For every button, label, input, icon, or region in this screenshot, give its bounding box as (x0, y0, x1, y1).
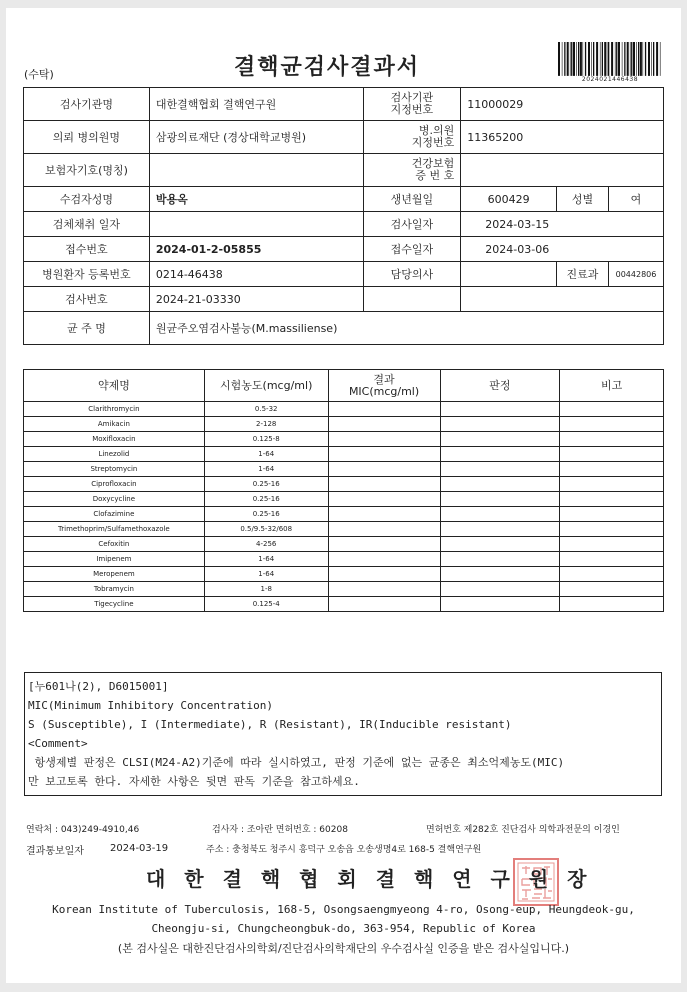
value-receipt-no: 2024-01-2-05855 (149, 237, 363, 262)
interpretation (440, 417, 560, 432)
drug-name: Meropenem (24, 567, 205, 582)
test-concentration: 0.25-16 (204, 477, 328, 492)
drug-name: Clofazimine (24, 507, 205, 522)
mic-result (328, 462, 440, 477)
barcode-bar (588, 42, 590, 76)
header-remarks: 비고 (560, 370, 664, 402)
drug-row (24, 582, 664, 597)
test-concentration: 4-256 (204, 537, 328, 552)
mic-result (328, 522, 440, 537)
comment-code: [누601나(2), D6015001] (28, 680, 169, 693)
value-collection-date (149, 212, 363, 237)
test-concentration: 1-64 (204, 552, 328, 567)
remarks (560, 522, 664, 537)
barcode-bar (643, 42, 644, 76)
test-concentration: 0.5-32 (204, 402, 328, 417)
comment-box (24, 672, 662, 796)
test-concentration: 1-8 (204, 582, 328, 597)
drug-row (24, 432, 664, 447)
interpretation (440, 597, 560, 612)
value-receipt-date: 2024-03-06 (461, 237, 664, 262)
barcode (558, 42, 662, 78)
english-address-line-1: Korean Institute of Tuberculosis, 168-5, Osongsaengmyeong 4-ro, Osong-eup, Heungdeok-gu, (52, 903, 635, 916)
remarks (560, 477, 664, 492)
korean-address: 주소 : 충청북도 청주시 흥덕구 오송읍 오송생명4로 168-5 결핵연구원 (206, 845, 482, 855)
barcode-bar (648, 42, 650, 76)
barcode-bar (600, 42, 601, 76)
drug-susceptibility-table (23, 369, 664, 612)
label-receipt-no: 접수번호 (24, 237, 150, 262)
header-mic-result (328, 370, 440, 402)
value-strain: 원균주오염검사불능(M.massiliense) (149, 312, 663, 345)
barcode-bar (651, 42, 652, 76)
drug-row (24, 552, 664, 567)
multiline-label: 검사기관 지정번호 (390, 91, 434, 116)
label-institution-id (363, 88, 461, 121)
header-drug: 약제명 (24, 370, 205, 402)
value-patient-reg-no: 0214-46438 (149, 262, 363, 287)
header-interpretation: 판정 (440, 370, 560, 402)
multiline-label: 병.의원 지정번호 (411, 124, 455, 149)
interpretation (440, 447, 560, 462)
drug-name: Streptomycin (24, 462, 205, 477)
drug-name: Cefoxitin (24, 537, 205, 552)
remarks (560, 462, 664, 477)
comment-legend: S (Susceptible), I (Intermediate), R (Resistant), IR(Inducible resistant) (28, 718, 512, 731)
barcode-bar (627, 42, 629, 76)
value-patient-name: 박용옥 (149, 187, 363, 212)
contact-info: 연락처 : 043)249-4910,46 (26, 825, 140, 835)
interpretation (440, 537, 560, 552)
label-institution: 검사기관명 (24, 88, 150, 121)
drug-name: Doxycycline (24, 492, 205, 507)
barcode-bar (593, 42, 594, 76)
interpretation (440, 402, 560, 417)
barcode-bar (558, 42, 560, 76)
barcode-bar (591, 42, 592, 76)
test-concentration: 2-128 (204, 417, 328, 432)
barcode-bar (583, 42, 584, 76)
remarks (560, 597, 664, 612)
mic-result (328, 597, 440, 612)
drug-name: Moxifloxacin (24, 432, 205, 447)
barcode-bar (615, 42, 616, 76)
label-insurance-no (363, 154, 461, 187)
label-patient-reg-no: 병원환자 등록번호 (24, 262, 150, 287)
remarks (560, 537, 664, 552)
label-strain: 균 주 명 (24, 312, 150, 345)
label-test-no: 검사번호 (24, 287, 150, 312)
drug-name: Linezolid (24, 447, 205, 462)
comment-mic-definition: MIC(Minimum Inhibitory Concentration) (28, 699, 274, 712)
barcode-bar (607, 42, 608, 76)
barcode-bar (653, 42, 654, 76)
interpretation (440, 567, 560, 582)
barcode-bar (633, 42, 635, 76)
barcode-bar (596, 42, 598, 76)
test-concentration: 1-64 (204, 447, 328, 462)
physician-license: 면허번호 제282호 진단검사 의학과전문의 이경인 (426, 825, 620, 835)
interpretation (440, 582, 560, 597)
label-hospital: 의뢰 병의원명 (24, 121, 150, 154)
document-title: 결핵균검사결과서 (234, 55, 421, 80)
drug-name: Trimethoprim/Sulfamethoxazole (24, 522, 205, 537)
test-concentration: 0.125-4 (204, 597, 328, 612)
barcode-bar (567, 42, 569, 76)
report-date: 2024-03-19 (110, 843, 169, 854)
label-receipt-date: 접수일자 (363, 237, 461, 262)
remarks (560, 567, 664, 582)
mic-result (328, 447, 440, 462)
mic-result (328, 402, 440, 417)
barcode-bar (636, 42, 637, 76)
drug-row (24, 462, 664, 477)
certification-note: (본 검사실은 대한진단검사의학회/진단검사의학재단의 우수검사실 인증을 받은 검사실입니다.) (117, 942, 570, 955)
value-birthdate: 600429 (461, 187, 557, 212)
label-patient-name: 수검자성명 (24, 187, 150, 212)
barcode-bar (585, 42, 586, 76)
drug-row (24, 597, 664, 612)
drug-name: Ciprofloxacin (24, 477, 205, 492)
value-hospital: 삼광의료재단 (경상대학교병원) (149, 121, 363, 154)
label-sex: 성별 (557, 187, 609, 212)
label-birthdate: 생년월일 (363, 187, 461, 212)
barcode-bar (562, 42, 563, 76)
barcode-bar (640, 42, 642, 76)
drug-name: Amikacin (24, 417, 205, 432)
report-date-label: 결과통보일자 (26, 846, 84, 857)
remarks (560, 447, 664, 462)
label-hospital-id (363, 121, 461, 154)
barcode-bar (638, 42, 639, 76)
barcode-bar (580, 42, 582, 76)
test-concentration: 0.5/9.5-32/608 (204, 522, 328, 537)
barcode-number: 2024021446438 (581, 76, 639, 83)
label-doctor: 담당의사 (363, 262, 461, 287)
english-address-line-2: Cheongju-si, Chungcheongbuk-do, 363-954, Republic of Korea (151, 922, 536, 935)
mic-result (328, 477, 440, 492)
interpretation (440, 507, 560, 522)
header-test-concentration: 시험농도(mcg/ml) (204, 370, 328, 402)
drug-name: Tobramycin (24, 582, 205, 597)
barcode-bar (576, 42, 577, 76)
barcode-bar (608, 42, 609, 76)
barcode-bar (602, 42, 603, 76)
interpretation (440, 552, 560, 567)
comment-heading: <Comment> (28, 737, 88, 750)
receipt-label: (수탁) (24, 68, 54, 81)
test-concentration: 0.125-8 (204, 432, 328, 447)
patient-info-table (23, 87, 664, 345)
remarks (560, 552, 664, 567)
barcode-bar (571, 42, 572, 76)
examiner-info: 검사자 : 조아란 면허번호 : 60208 (212, 825, 348, 835)
mic-result (328, 492, 440, 507)
mic-result (328, 417, 440, 432)
interpretation (440, 492, 560, 507)
value-department: 00442806 (608, 262, 663, 287)
drug-row (24, 507, 664, 522)
comment-text-line-1: 항생제별 판정은 CLSI(M24-A2)기준에 따라 실시하였고, 판정 기준에 없는 균종은 최소억제농도(MIC) (28, 756, 565, 769)
barcode-bar (570, 42, 571, 76)
remarks (560, 432, 664, 447)
drug-row (24, 567, 664, 582)
drug-name: Tigecycline (24, 597, 205, 612)
barcode-bar (564, 42, 565, 76)
remarks (560, 402, 664, 417)
value-test-date: 2024-03-15 (461, 212, 664, 237)
barcode-bar (616, 42, 617, 76)
label-test-date: 검사일자 (363, 212, 461, 237)
barcode-bar (604, 42, 606, 76)
label-collection-date: 검체채취 일자 (24, 212, 150, 237)
value-test-no: 2024-21-03330 (149, 287, 363, 312)
remarks (560, 582, 664, 597)
interpretation (440, 462, 560, 477)
mic-result (328, 567, 440, 582)
value-hospital-id: 11365200 (461, 121, 664, 154)
interpretation (440, 432, 560, 447)
barcode-bar (618, 42, 620, 76)
drug-row (24, 522, 664, 537)
comment-text-line-2: 만 보고토록 한다. 자세한 사항은 뒷면 판독 기준을 참고하세요. (28, 775, 360, 788)
barcode-bar (630, 42, 631, 76)
organization-title: 대 한 결 핵 협 회 결 핵 연 구 원 장 (146, 867, 593, 891)
mic-result (328, 537, 440, 552)
test-concentration: 1-64 (204, 567, 328, 582)
value-institution-id: 11000029 (461, 88, 664, 121)
remarks (560, 492, 664, 507)
barcode-bar (631, 42, 632, 76)
barcode-bar (622, 42, 623, 76)
value-doctor (461, 262, 557, 287)
barcode-bar (578, 42, 579, 76)
multiline-label: 결과 MIC(mcg/ml) (348, 372, 420, 398)
drug-name: Imipenem (24, 552, 205, 567)
empty-cell-b (461, 287, 664, 312)
drug-row (24, 477, 664, 492)
value-sex: 여 (608, 187, 663, 212)
multiline-label: 건강보험 증 번 호 (411, 157, 455, 182)
empty-cell-a (363, 287, 461, 312)
result-document (6, 8, 681, 983)
barcode-bar (656, 42, 658, 76)
barcode-bar (645, 42, 646, 76)
label-insurer: 보험자기호(명칭) (24, 154, 150, 187)
remarks (560, 507, 664, 522)
barcode-bar (624, 42, 625, 76)
drug-row (24, 447, 664, 462)
test-concentration: 0.25-16 (204, 507, 328, 522)
remarks (560, 417, 664, 432)
test-concentration: 0.25-16 (204, 492, 328, 507)
value-insurer (149, 154, 363, 187)
drug-row (24, 402, 664, 417)
barcode-bar (660, 42, 661, 76)
label-department: 진료과 (557, 262, 609, 287)
mic-result (328, 507, 440, 522)
mic-result (328, 432, 440, 447)
interpretation (440, 477, 560, 492)
value-insurance-no (461, 154, 664, 187)
mic-result (328, 582, 440, 597)
test-concentration: 1-64 (204, 462, 328, 477)
interpretation (440, 522, 560, 537)
drug-name: Clarithromycin (24, 402, 205, 417)
barcode-bar (611, 42, 613, 76)
value-institution: 대한결핵협회 결핵연구원 (149, 88, 363, 121)
barcode-bar (573, 42, 575, 76)
mic-result (328, 552, 440, 567)
drug-row (24, 492, 664, 507)
drug-row (24, 537, 664, 552)
drug-row (24, 417, 664, 432)
